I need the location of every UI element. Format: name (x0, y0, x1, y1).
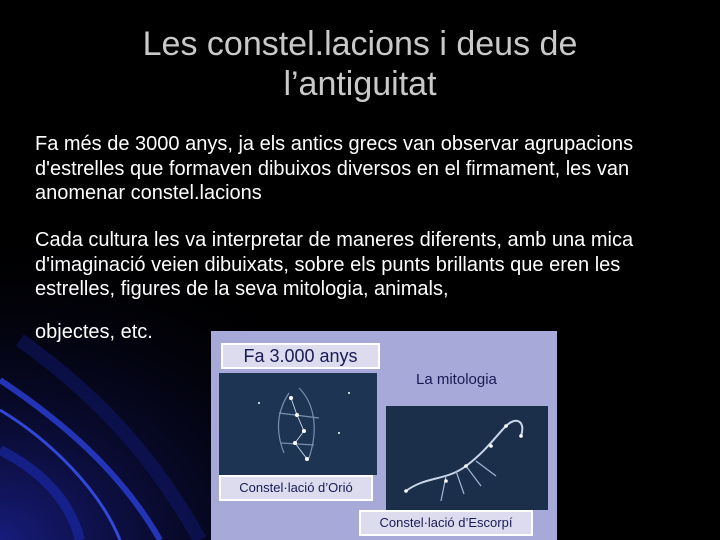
slide-title (60, 24, 660, 104)
orion-image (219, 373, 377, 475)
year-label: Fa 3.000 anys (221, 343, 380, 369)
paragraph-1: Fa més de 3000 anys, ja els antics grecs van observar agrupacions d'estrelles que formaven dibuixos diversos en el firmament, les van anomenar constel.lacions (35, 133, 634, 204)
orion-caption: Constel·lació d’Orió (219, 475, 373, 501)
scorpio-image (386, 406, 548, 510)
paragraph-3: objectes, etc. (35, 321, 153, 343)
orion-drawing (219, 373, 377, 475)
constellation-figure (211, 331, 557, 540)
scorpio-drawing (386, 406, 548, 510)
mythology-label: La mitologia (416, 371, 497, 388)
title-line-1: Les constel.lacions i deus de (142, 25, 578, 63)
paragraph-2: Cada cultura les va interpretar de maneres diferents, amb una mica d'imaginació veien dibuixats, sobre els punts brillants que eren les estrelles, figures de la seva mitologia, animals, (35, 229, 634, 300)
title-line-2: l’antiguitat (283, 65, 437, 103)
scorpio-caption: Constel·lació d’Escorpí (359, 510, 533, 536)
